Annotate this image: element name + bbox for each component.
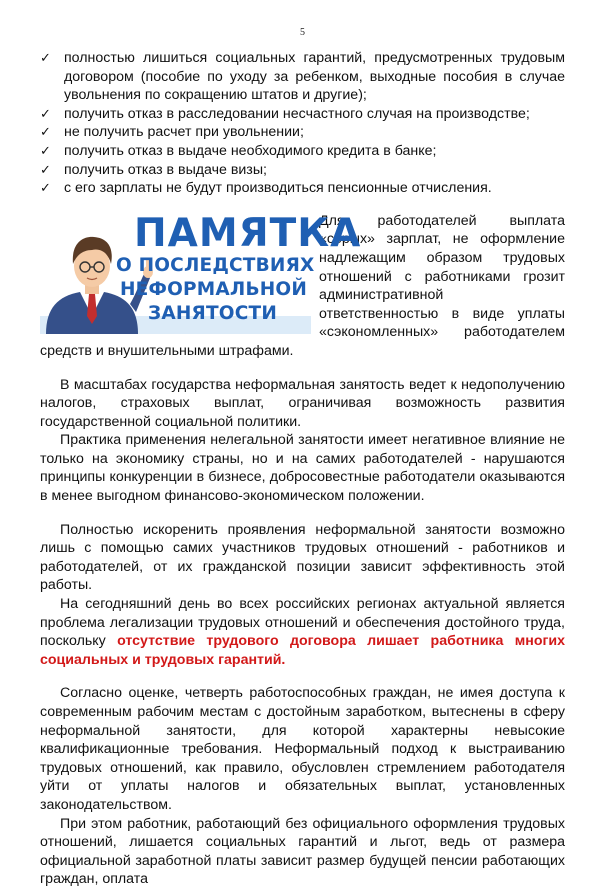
checkmark-icon: ✓: [40, 124, 51, 140]
list-item: ✓ с его зарплаты не будут производиться пенсионные отчисления.: [40, 180, 492, 197]
banner-title: ПАМЯТКА: [134, 210, 362, 256]
paragraph-today: На сегодняшний день во всех российских регионах актуальной является проблема легализации трудовых отношений и обеспечения достойного труда, поскольку отсутствие трудового договора лишает работника многих социальных и трудовых гарантий.: [40, 596, 566, 668]
banner-subtitle-line1: О ПОСЛЕДСТВИЯХ: [116, 254, 315, 276]
list-item: ✓ полностью лишиться социальных гарантий, предусмотренных трудовым договором (пособие по уходу за ребенком, выходные пособия в случае увольнения по сокращению штатов и другие);: [40, 50, 565, 104]
list-item: ✓ получить отказ в расследовании несчастного случая на производстве;: [40, 105, 530, 122]
checkmark-icon: ✓: [40, 180, 51, 196]
paragraph-worker: При этом работник, работающий без официального оформления трудовых отношений, лишается социальных гарантий и льгот, ведь от размера официальной заработной платы зависит размер будущей пенсии работающих граждан, оплата: [40, 815, 565, 888]
list-item: ✓ получить отказ в выдаче необходимого кредита в банке;: [40, 142, 437, 159]
paragraph-eradicate: Полностью искоренить проявления неформальной занятости возможно лишь с помощью самих участников трудовых отношений - работников и работодателей, от их гражданской позиции зависит эффективность этой работы.: [40, 521, 565, 594]
checkmark-icon: ✓: [40, 142, 51, 158]
checkmark-icon: ✓: [40, 161, 51, 177]
page-number: 5: [300, 27, 305, 38]
paragraph-scale: В масштабах государства неформальная занятость ведет к недополучению налогов, страховых выплат, ограничивая возможность развития государственной социальной политики.: [40, 376, 565, 430]
checkmark-icon: ✓: [40, 50, 51, 65]
consequences-checklist: [40, 49, 565, 198]
paragraph-estimate: Согласно оценке, четверть работоспособных граждан, не имея доступа к современным рабочим местам с достойным заработком, вытеснены в сферу неформальной занятости, для которой характерны невысокие квалификационные требования. Неформальный подход к выстраиванию трудовых отношений, как правило, обусловлен стремлением работодателя уйти от уплаты налогов и обязательных выплат, установленных законодательством.: [40, 685, 565, 813]
paragraph-practice: Практика применения нелегальной занятости имеет негативное влияние не только на экономику страны, но и на самих работодателей - нарушаются принципы конкуренции в бизнесе, добросовестные работодатели оказываются в менее выгодном финансово-экономическом положении.: [40, 432, 565, 505]
checkmark-icon: ✓: [40, 105, 51, 121]
list-item: ✓ не получить расчет при увольнении;: [40, 124, 304, 141]
paragraph-employers: Для работодателей выплата «серых» зарплат, не оформление надлежащим образом трудовых отношений с работниками грозит административной ответственностью в виде уплаты «сэкономленных» работодателем средств и внушительными штрафами.: [40, 212, 565, 359]
banner-subtitle-line3: ЗАНЯТОСТИ: [148, 302, 278, 324]
banner-subtitle-line2: НЕФОРМАЛЬНОЙ: [120, 278, 308, 300]
highlighted-warning: отсутствие трудового договора лишает работника многих социальных и трудовых гарантий.: [40, 633, 566, 668]
banner-section: [40, 212, 565, 361]
list-item: ✓ получить отказ в выдаче визы;: [40, 161, 267, 178]
